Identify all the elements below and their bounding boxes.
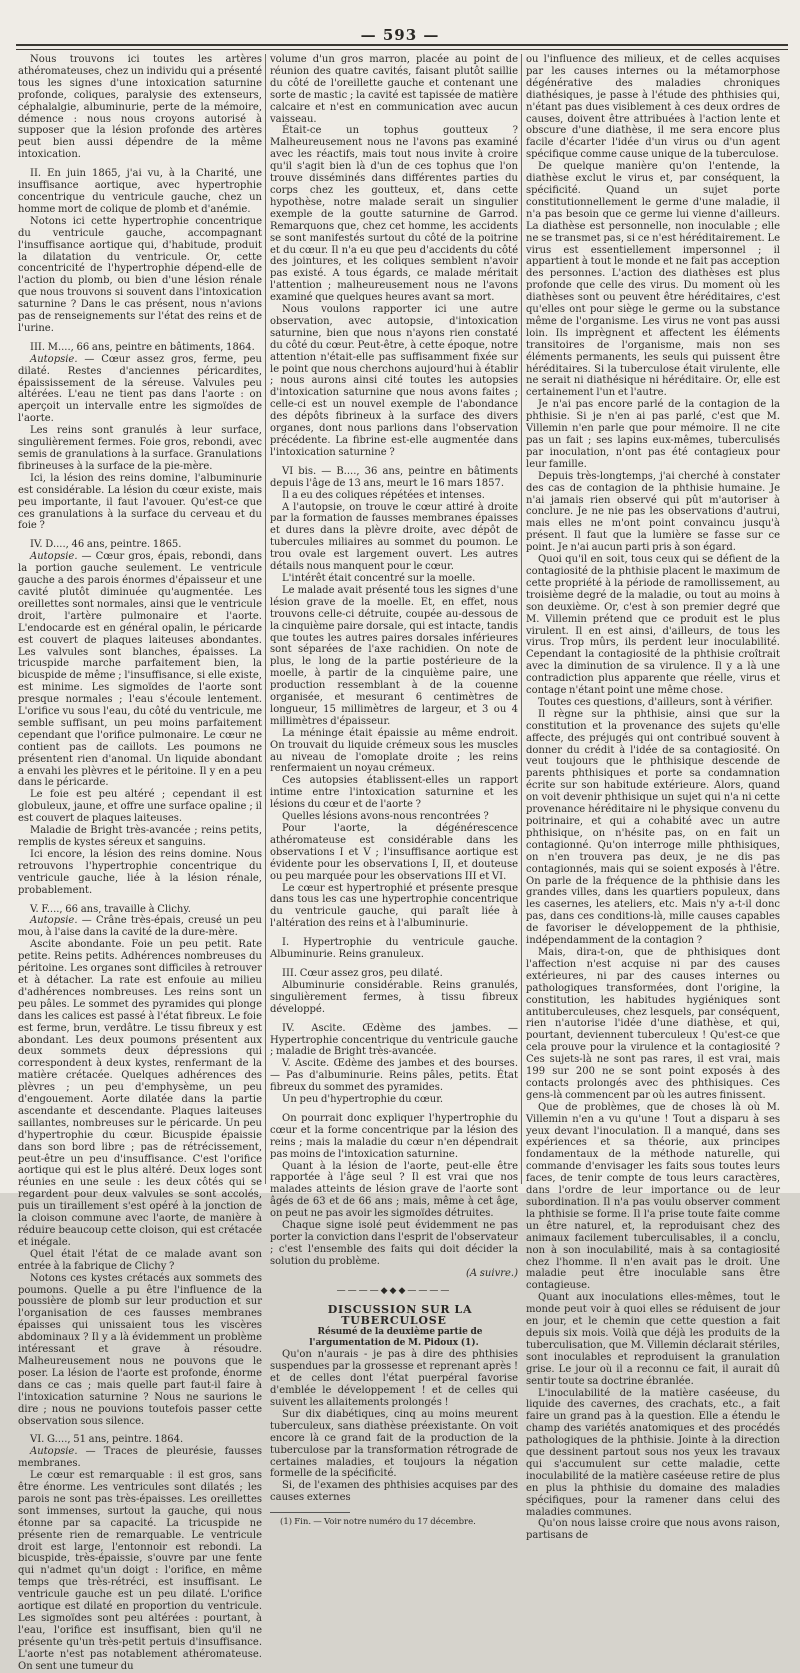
page-number: — 593 — — [360, 26, 440, 44]
paragraph: Autopsie. — Crâne très-épais, creusé un peu mou, à l'aise dans la cavité de la dure-mère. — [18, 915, 262, 939]
paragraph: Quant à la lésion de l'aorte, peut-elle être rapportée à l'âge seul ? Il est vrai que nos malades atteints de lésion grave de l'aorte sont âgés de 63 et de 66 ans ; mais, même à cet âge, on peut ne pas avoir les sigmoïdes détruites. — [270, 1160, 518, 1220]
header-rule-thin — [16, 49, 788, 50]
paragraph: Toutes ces questions, d'ailleurs, sont à vérifier. — [538, 696, 773, 708]
paragraph: Le malade avait présenté tous les signes d'une lésion grave de la moelle. Et, en effet, nous trouvons celle-ci détruite, coupée au-dessous de la cinquième paire dorsale, qui est intacte, tandis que toutes les autres paires dorsales inférieures sont séparées de l'axe rachidien. On note de plus, le long de la partie postérieure de la moelle, à partir de la cinquième paire, une production ressemblant à de la couenne organisée, et mesurant 6 centimètres de longueur, 15 millimètres de largeur, et 3 ou 4 millimètres d'épaisseur. — [270, 584, 518, 727]
autopsy-label: Autopsie. — [30, 551, 78, 563]
paragraph: Était-ce un tophus goutteux ? Malheureusement nous ne l'avons pas examiné avec les réactifs, mais tout nous invite à croire qu'il s'agit bien là d'un de ces tophus que l'on trouve disséminés dans différentes parties du corps chez les goutteux, et, dans cette hypothèse, notre malade serait un singulier exemple de la goutte saturnine de Garrod. Remarquons que, chez cet homme, les accidents se sont manifestés surtout du côté de la poitrine et du cœur. Il n'a eu que peu d'accidents du côté des jointures, et les coliques semblent n'avoir pas existé. A tous égards, ce malade méritait l'attention ; malheureusement nous ne l'avons examiné que quelques heures avant sa mort. — [270, 125, 518, 304]
paragraph: A l'autopsie, on trouve le cœur attiré à droite par la formation de fausses membranes épaisses et dures dans la plèvre droite, avec dépôt de tubercules miliaires au sommet du poumon. Le trou ovale est largement ouvert. Les autres détails nous manquent pour le cœur. — [270, 501, 518, 573]
paragraph: Qu'on nous laisse croire que nous avons raison, partisans de — [526, 1518, 780, 1542]
paragraph: De quelque manière qu'on l'entende, la diathèse exclut le virus et, par conséquent, la spécificité. Quand un sujet porte constitutionnellement le germe d'une maladie, il n'a pas besoin que ce germe lui vienne d'ailleurs. La diathèse est personnelle, non inoculable ; elle ne se transmet pas, si ce n'est héréditairement. Le virus est essentiellement impersonnel ; il appartient à tout le monde et ne fait pas acception des personnes. L'action des diathèses est plus profonde que celle des virus. Du moment où les diathèses sont ou peuvent être héréditaires, c'est qu'elles ont pour siège le germe ou la substance même de l'organisme. Les virus ne vont pas aussi loin. Ils imprègnent et affectent les éléments transitoires de l'organisme, mais non ses éléments permanents, les seuls qui puissent être héréditaires. Si la tuberculose était virulente, elle ne serait ni diathésique ni héréditaire. Or, elle est certainement l'un et l'autre. — [526, 161, 780, 399]
case-heading: VI. G...., 51 ans, peintre. 1864. — [30, 1434, 184, 1446]
paragraph: Albuminurie considérable. Reins granulés, singulièrement fermes, à tissu fibreux développé. — [270, 979, 518, 1015]
paragraph: L'intérêt était concentré sur la moelle. — [282, 572, 476, 584]
paragraph: Le cœur est remarquable : il est gros, sans être énorme. Les ventricules sont dilatés ; les parois ne sont pas très-épaisses. Les oreillettes sont immenses, surtout la gauche, qui nous étonne par sa capacité. La tricuspide ne présente rien de remarquable. Le ventricule droit est large, l'entonnoir est rebondi. La bicuspide, très-épaissie, s'ouvre par une fente qui n'admet qu'un doigt : l'orifice, en même temps que très-rétréci, est insuffisant. Le ventricule gauche est un peu dilaté. L'orifice aortique est dilaté en proportion du ventricule. Les sigmoïdes sont peu altérées : pourtant, à l'eau, l'orifice est insuffisant, bien qu'il ne présente qu'un très-petit pertuis d'insuffisance. L'aorte n'est pas notablement athéromateuse. On sent une tumeur du — [18, 1470, 262, 1672]
paragraph: Notons ces kystes crétacés aux sommets des poumons. Quelle a pu être l'influence de la poussière de plomb sur leur production et sur l'organisation de ces fausses membranes épaisses qui unissaient tous les viscères abdominaux ? Il y a là évidemment un problème intéressant et grave à résoudre. Malheureusement nous ne pouvons que le poser. La lésion de l'aorte est profonde, énorme dans ce cas ; mais quelle part faut-il faire à l'intoxication saturnine ? Nous ne saurions le dire ; nous ne pouvions toutefois passer cette observation sous silence. — [18, 1272, 262, 1427]
paragraph: Autopsie. — Traces de pleurésie, fausses membranes. — [18, 1446, 262, 1470]
column-1 — [18, 54, 262, 1672]
paragraph: Ascite abondante. Foie un peu petit. Rate petite. Reins petits. Adhérences nombreuses du péritoine. Les organes sont difficiles à retrouver et à détacher. La rate est enfouie au milieu d'adhérences nombreuses. Les reins sont un peu pâles. Le sommet des pyramides qui plonge dans les calices est passé à l'état fibreux. Le foie est ferme, brun, verdâtre. Le tissu fibreux y est abondant. Les deux poumons présentent aux deux sommets deux dépressions qui correspondent à deux kystes, renfermant de la matière crétacée. Quelques adhérences des plèvres ; un peu d'emphysème, un peu d'engouement. Aorte dilatée dans la partie ascendante et descendante. Plaques laiteuses saillantes, nombreuses sur le péricarde. Un peu d'hypertrophie du cœur. Bicuspide épaissie dans son bord libre ; pas de rétrécissement, peut-être un peu d'insuffisance. C'est l'orifice aortique qui est le plus altéré. Deux loges sont réunies en une seule : les deux côtés qui se regardent pour deux valvules se sont accolés, puis un tiraillement s'est opéré à la jonction de la cloison commune avec l'aorte, de manière à réduire beaucoup cette cloison, qui est crétacée et inégale. — [18, 939, 262, 1248]
autopsy-label: Autopsie. — [30, 353, 78, 365]
paragraph: Nous trouvons ici toutes les artères athéromateuses, chez un individu qui a présenté tous les signes d'une intoxication saturnine profonde, coliques, paralysie des extenseurs, céphalalgie, albuminurie, perte de la mémoire, démence : nous nous croyons autorisé à supposer que la lésion profonde des artères peut bien aussi dépendre de la même intoxication. — [18, 54, 262, 161]
paragraph: Autopsie. — Cœur gros, épais, rebondi, dans la portion gauche seulement. Le ventricule gauche a des parois énormes d'épaisseur et une cavité plutôt diminuée qu'augmentée. Les oreillettes sont normales, ainsi que le ventricule droit, l'artère pulmonaire et l'aorte. L'endocarde est en général opalin, le péricarde est couvert de plaques laiteuses abondantes. Les valvules sont blanches, épaisses. La tricuspide marche parfaitement bien, la bicuspide de même ; l'insuffisance, si elle existe, est minime. Les sigmoïdes de l'aorte sont presque normales ; l'eau s'écoule lentement. L'orifice vu sous l'eau, du côté du ventricule, me semble suffisant, un peu moins parfaitement cependant que l'orifice pulmonaire. Le cœur ne contient pas de caillots. Les poumons ne présentent rien d'anomal. Un liquide abondant a envahi les plèvres et le péritoine. Il y en a peu dans le péricarde. — [18, 551, 262, 789]
paragraph: II. En juin 1865, j'ai vu, à la Charité, une insuffisance aortique, avec hypertrophie concentrique du ventricule gauche, chez un homme mort de colique de plomb et d'anémie. — [18, 168, 262, 215]
paragraph: Maladie de Bright très-avancée ; reins petits, remplis de kystes séreux et sanguins. — [18, 825, 262, 848]
paragraph: Sur dix diabétiques, cinq au moins meurent tuberculeux, sans diathèse préexistante. On voit encore là ce grand fait de la production de la tuberculose par la transformation rétrograde de certaines maladies, et toujours la négation formelle de la spécificité. — [270, 1408, 518, 1480]
paragraph: III. Cœur assez gros, peu dilaté. — [282, 967, 443, 979]
header-rule — [16, 44, 788, 46]
paragraph: Le foie est peu altéré ; cependant il est globuleux, jaune, et offre une surface opaline ; il est couvert de plaques laiteuses. — [18, 789, 262, 825]
paragraph: Quelles lésions avons-nous rencontrées ? — [282, 811, 489, 823]
paragraph: Les reins sont granulés à leur surface, singulièrement fermes. Foie gros, rebondi, avec semis de granulations à la surface. Granulations fibrineuses à la surface de la pie-mère. — [18, 425, 262, 472]
paragraph: Depuis très-longtemps, j'ai cherché à constater des cas de contagion de la phthisie humaine. Je n'ai jamais rien observé qui pût m'autoriser à conclure. Je ne nie pas les observations d'autrui, mais elles ne m'ont point convaincu jusqu'à présent. Il faut que la lumière se fasse sur ce point. Je n'ai aucun parti pris à son égard. — [526, 470, 780, 554]
paragraph: Mais, dira-t-on, que de phthisiques dont l'affection n'est acquise ni par des causes extérieures, ni par des causes internes ou pathologiques transformées, dont l'origine, la constitution, les habitudes hygiéniques sont antituberculeuses, chez lesquels, par conséquent, rien n'autorise l'idée d'une diathèse, et qui, pourtant, deviennent tuberculeux ! Qu'est-ce que cela prouve pour la virulence et la contagiosité ? Ces sujets-là ne sont pas rares, il est vrai, mais 199 sur 200 ne se sont point exposés à des contacts prolongés avec des phthisiques. Ces gens-là commencent par où les autres finissent. — [526, 946, 780, 1101]
paragraph: Il a eu des coliques répétées et intenses. — [282, 489, 485, 501]
paragraph: Autopsie. — Cœur assez gros, ferme, peu dilaté. Restes d'anciennes péricardites, épaississement de la séreuse. Valvules peu altérées. L'eau ne tient pas dans l'aorte : on aperçoit un intervalle entre les sigmoïdes de l'aorte. — [18, 353, 262, 425]
paragraph: I. Hypertrophie du ventricule gauche. Albuminurie. Reins granuleux. — [270, 937, 518, 961]
column-2 — [270, 54, 518, 1528]
case-heading: IV. D...., 46 ans, peintre. 1865. — [30, 539, 182, 551]
paragraph: Qu'on n'aurais - je pas à dire des phthisies suspendues par la grossesse et reprenant après ! et de celles dont l'état puerpéral favorise d'emblée le développement ! et de celles qui suivent les allaitements prolongés ! — [270, 1349, 518, 1408]
paragraph: Nous voulons rapporter ici une autre observation, avec autopsie, d'intoxication saturnine, bien que nous n'ayons rien constaté du côté du cœur. Peut-être, à cette époque, notre attention n'était-elle pas suffisamment fixée sur le point que nous cherchons aujourd'hui à établir ; nous aurons ainsi cité toutes les autopsies d'intoxication saturnine que nous avons faites ; celle-ci est un nouvel exemple de l'abondance des dépôts fibrineux à la surface des divers organes, dont nous parlions dans l'observation précédente. La fibrine est-elle augmentée dans l'intoxication saturnine ? — [270, 304, 518, 458]
paragraph: V. Ascite. Œdème des jambes et des bourses. — Pas d'albuminurie. Reins pâles, petits. État fibreux du sommet des pyramides. — [270, 1058, 518, 1094]
paragraph: Chaque signe isolé peut évidemment ne pas porter la conviction dans l'esprit de l'observateur ; c'est l'ensemble des faits qui doit décider la solution du problème. — [270, 1220, 518, 1267]
paragraph: Le cœur est hypertrophié et présente presque dans tous les cas une hypertrophie concentrique du ventricule gauche, qui paraît liée à l'altération des reins et à l'albuminurie. — [270, 882, 518, 930]
section-title: DISCUSSION SUR LA TUBERCULOSE — [327, 1302, 473, 1328]
section-subtitle: Résumé de la deuxième partie de l'argumentation de M. Pidoux (1). — [309, 1327, 483, 1349]
case-heading: V. F...., 66 ans, travaille à Clichy. — [30, 903, 191, 915]
autopsy-label: Autopsie. — [30, 1446, 78, 1458]
paragraph: Un peu d'hypertrophie du cœur. — [282, 1094, 444, 1106]
column-divider-2 — [521, 54, 522, 1184]
paragraph: Si, de l'examen des phthisies acquises par des causes externes — [270, 1480, 518, 1504]
autopsy-label: Autopsie. — [30, 915, 78, 927]
paragraph: Ici, la lésion des reins domine, l'albuminurie est considérable. La lésion du cœur existe, mais peu importante, il faut l'avouer. Qu'est-ce que ces granulations à la surface du cerveau et du foie ? — [18, 472, 262, 532]
paragraph: L'inoculabilité de la matière caséeuse, du liquide des cavernes, des crachats, etc., a fait faire un grand pas à la question. Elle a étendu le champ des variétés anatomiques et des procédés pathologiques de la phthisie. Jointe à la direction que dessinent partout sous nos yeux les travaux qui s'accumulent sur cette maladie, cette inoculabilité de la matière caséeuse retire de plus en plus la phthisie du domaine des maladies spécifiques, pour la ramener dans celui des maladies communes. — [526, 1387, 780, 1518]
paragraph: ou l'influence des milieux, et de celles acquises par les causes internes ou la métamorphose dégénérative des maladies chroniques diathésiques, je passe à l'étude des phthisies qui, n'étant pas dues visiblement à ces deux ordres de causes, doivent être attribuées à l'action lente et obscure d'une diathèse, il me sera encore plus facile d'écarter l'idée d'un virus ou d'un agent spécifique comme cause unique de la tuberculose. — [526, 54, 780, 161]
footnote: (1) Fin. — Voir notre numéro du 17 décembre. — [280, 1517, 476, 1528]
paragraph: Quant aux inoculations elles-mêmes, tout le monde peut voir à quoi elles se réduisent de jour en jour, et le chemin que cette question a fait depuis six mois. Voilà que déjà les produits de la tuberculisation, que M. Villemin déclarait stériles, sont inoculables et reproduisent la granulation grise. Le jour où il a reconnu ce fait, il aurait dû sentir toute sa doctrine ébranlée. — [526, 1292, 780, 1387]
paragraph: Quoi qu'il en soit, tous ceux qui se défient de la contagiosité de la phthisie placent le maximum de cette propriété à la période de ramollissement, au troisième degré de la maladie, ou tout au moins à son deuxième. Or, c'est à son premier degré que M. Villemin prétend que ce produit est le plus virulent. Il en est ainsi, d'ailleurs, de tous les virus. Trop mûrs, ils perdent leur inoculabilité. Cependant la contagiosité de la phthisie croîtrait avec la diminution de sa virulence. Il y a là une contradiction plus apparente que réelle, virus et contage n'étant point une même chose. — [526, 554, 780, 697]
paragraph: Il règne sur la phthisie, ainsi que sur la constitution et la provenance des sujets qu'elle affecte, des préjugés qui ont contribué souvent à donner du crédit à l'idée de sa contagiosité. On veut toujours que le phthisique descende de parents phthisiques et porte sa condamnation écrite sur son habitude extérieure. Alors, quand on voit devenir phthisique un sujet qui n'a ni cette provenance héréditaire ni le physique convenu du poitrinaire, et qui a cohabité avec un autre phthisique, on n'hésite pas, on en fait un contagionné. Qu'on interroge mille phthisiques, on n'en trouvera pas deux, je ne dis pas contagionnés, mais qui se soient exposés à l'être. On parle de la fréquence de la phthisie dans les grandes villes, dans les quartiers populeux, dans les casernes, les ateliers, etc. Mais n'y a-t-il donc pas, dans ces conditions-là, mille causes capables de favoriser le développement de la phthisie, indépendamment de la contagion ? — [526, 708, 780, 947]
paragraph: Ici encore, la lésion des reins domine. Nous retrouvons l'hypertrophie concentrique du ventricule gauche, liée à la lésion rénale, probablement. — [18, 848, 262, 896]
paragraph: Quel était l'état de ce malade avant son entrée à la fabrique de Clichy ? — [18, 1248, 262, 1272]
column-3 — [526, 54, 780, 1542]
case-heading: VI bis. — B...., 36 ans, peintre en bâtiments depuis l'âge de 13 ans, meurt le 16 mars 1857. — [270, 465, 518, 489]
paragraph: volume d'un gros marron, placée au point de réunion des quatre cavités, faisant plutôt saillie du côté de l'oreillette gauche et contenant une sorte de mastic ; la cavité est tapissée de matière calcaire et n'est en communication avec aucun vaisseau. — [270, 54, 518, 125]
paragraph: IV. Ascite. Œdème des jambes. — Hypertrophie concentrique du ventricule gauche ; maladie de Bright très-avancée. — [270, 1022, 518, 1058]
paragraph: On pourrait donc expliquer l'hypertrophie du cœur et la forme concentrique par la lésion des reins ; mais la maladie du cœur n'en dépendrait pas moins de l'intoxication saturnine. — [270, 1112, 518, 1160]
case-heading: III. M...., 66 ans, peintre en bâtiments, 1864. — [30, 341, 255, 353]
column-divider-1 — [265, 54, 266, 1184]
to-be-continued: (A suivre.) — [466, 1267, 518, 1279]
paragraph: Que de problèmes, que de choses là où M. Villemin n'en a vu qu'une ! Tout a disparu à ses yeux devant l'inoculation. Il a manqué, dans ses expériences et sa théorie, aux principes fondamentaux de la méthode naturelle, qui commande d'envisager les faits sous toutes leurs faces, de tenir compte de tous leurs caractères, dans l'ordre de leur importance ou de leur subordination. Il n'a pas voulu observer comment la phthisie se forme. Il l'a prise toute faite comme un être naturel, et, la reproduisant chez des animaux facilement tuberculisables, il a conclu, non à son inoculabilité, mais à sa contagiosité chez l'homme. Il n'en avait pas le droit. Une maladie peut être inoculable sans être contagieuse. — [526, 1101, 780, 1292]
paragraph: Pour l'aorte, la dégénérescence athéromateuse est considérable dans les observations I et V ; l'insuffisance aortique est évidente pour les observations I, II, et douteuse ou peu marquée pour les observations III et VI. — [270, 823, 518, 882]
ornament-divider: ————◆◆◆———— — [336, 1285, 452, 1296]
paragraph: Notons ici cette hypertrophie concentrique du ventricule gauche, accompagnant l'insuffisance aortique qui, d'habitude, produit la dilatation du ventricule. Or, cette concentricité de l'hypertrophie dépend-elle de l'action du plomb, ou bien d'une lésion rénale que nous trouvons si souvent dans l'intoxication saturnine ? Dans le cas présent, nous n'avions pas de renseignements sur l'état des reins et de l'urine. — [18, 215, 262, 334]
paragraph: Je n'ai pas encore parlé de la contagion de la phthisie. Si je n'en ai pas parlé, c'est que M. Villemin n'en parle que pour mémoire. Il ne cite pas un fait ; ses lapins eux-mêmes, tuberculisés par inoculation, n'ont pas été contagieux pour leur famille. — [526, 399, 780, 470]
paragraph: Ces autopsies établissent-elles un rapport intime entre l'intoxication saturnine et les lésions du cœur et de l'aorte ? — [270, 775, 518, 811]
footnote-rule — [270, 1512, 350, 1513]
paragraph: La méninge était épaissie au même endroit. On trouvait du liquide crémeux sous les muscles au niveau de l'omoplate droite ; les reins renfermaient un noyau crémeux. — [270, 727, 518, 775]
